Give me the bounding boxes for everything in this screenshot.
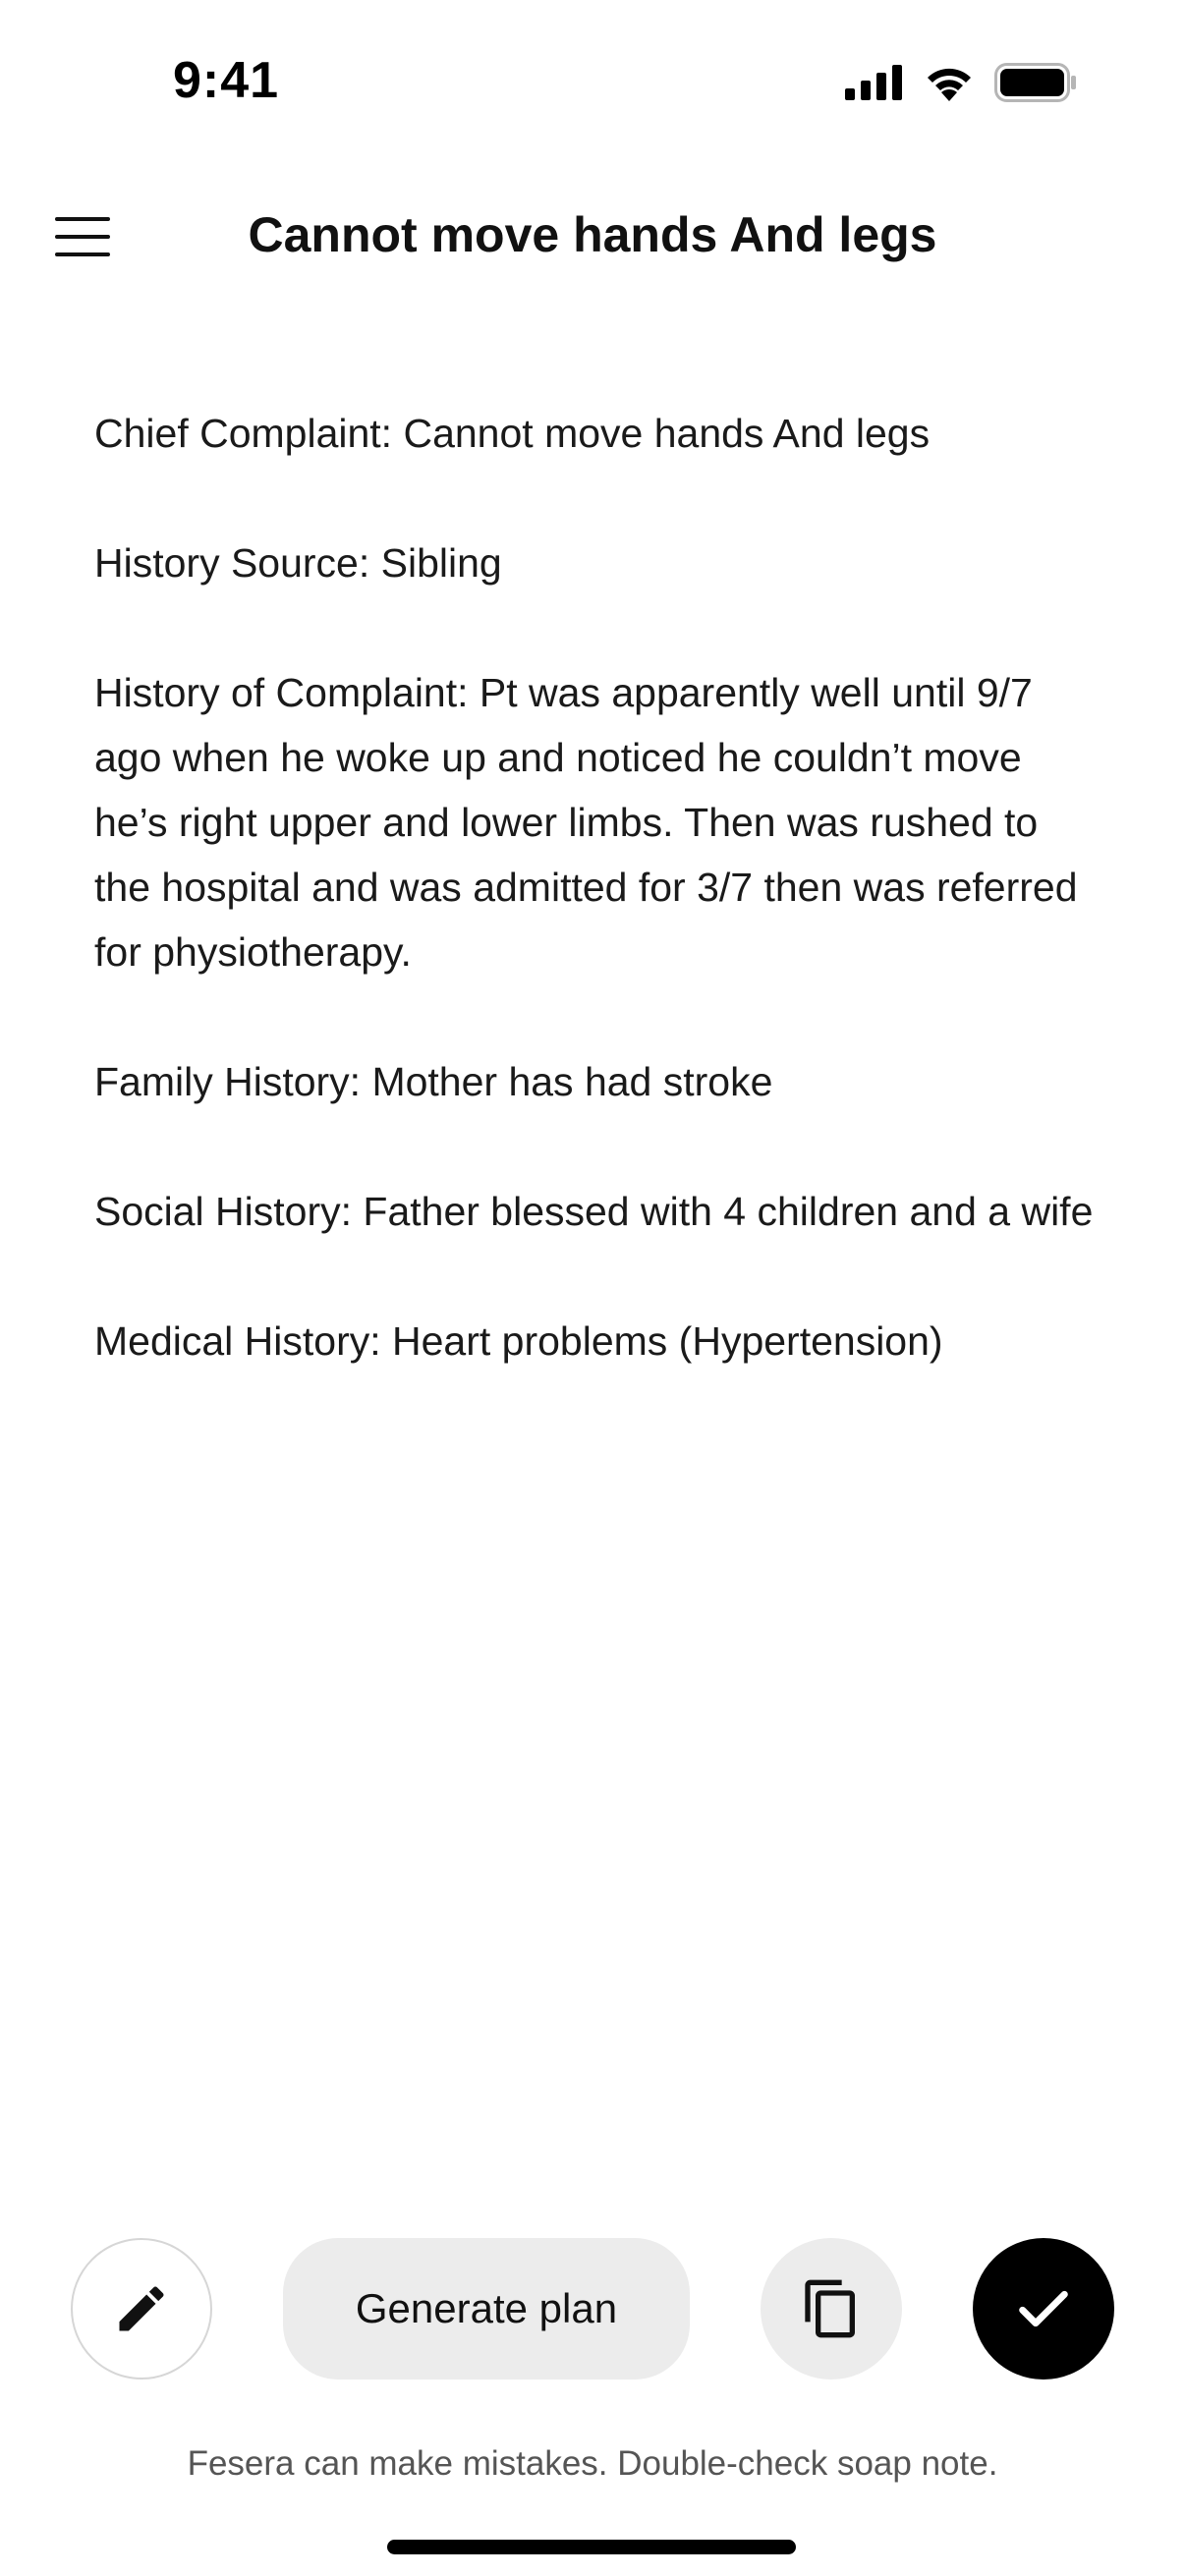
chief-complaint: Chief Complaint: Cannot move hands And legs [94,411,931,456]
history-of-complaint: History of Complaint: Pt was apparently well until 9/7 ago when he woke up and noticed he couldn’t move he’s right upper and lower limbs. Then was rushed to the hospital and was admitted for 3/7 then was referred for physiotherapy. [94,670,1078,975]
action-bar [71,2238,1114,2380]
family-history: Family History: Mother has had stroke [94,1059,773,1104]
confirm-button[interactable] [973,2238,1114,2380]
generate-plan-button[interactable]: Generate plan [283,2238,690,2380]
page-title: Cannot move hands And legs [248,207,937,262]
history-source: History Source: Sibling [94,540,502,586]
status-icons [845,63,1077,102]
battery-icon [994,63,1077,102]
soap-note [94,401,1097,1438]
home-indicator[interactable] [387,2540,796,2554]
wifi-icon [924,64,975,101]
social-history: Social History: Father blessed with 4 children and a wife [94,1189,1094,1234]
copy-button[interactable] [761,2238,902,2380]
medical-history: Medical History: Heart problems (Hypertension) [94,1318,943,1364]
copy-icon [800,2277,863,2340]
cellular-signal-icon [845,65,904,100]
status-time: 9:41 [173,52,280,109]
disclaimer-text: Fesera can make mistakes. Double-check soap note. [187,2444,998,2483]
checkmark-icon [1012,2277,1075,2340]
edit-button[interactable] [71,2238,212,2380]
pencil-icon [112,2279,171,2338]
